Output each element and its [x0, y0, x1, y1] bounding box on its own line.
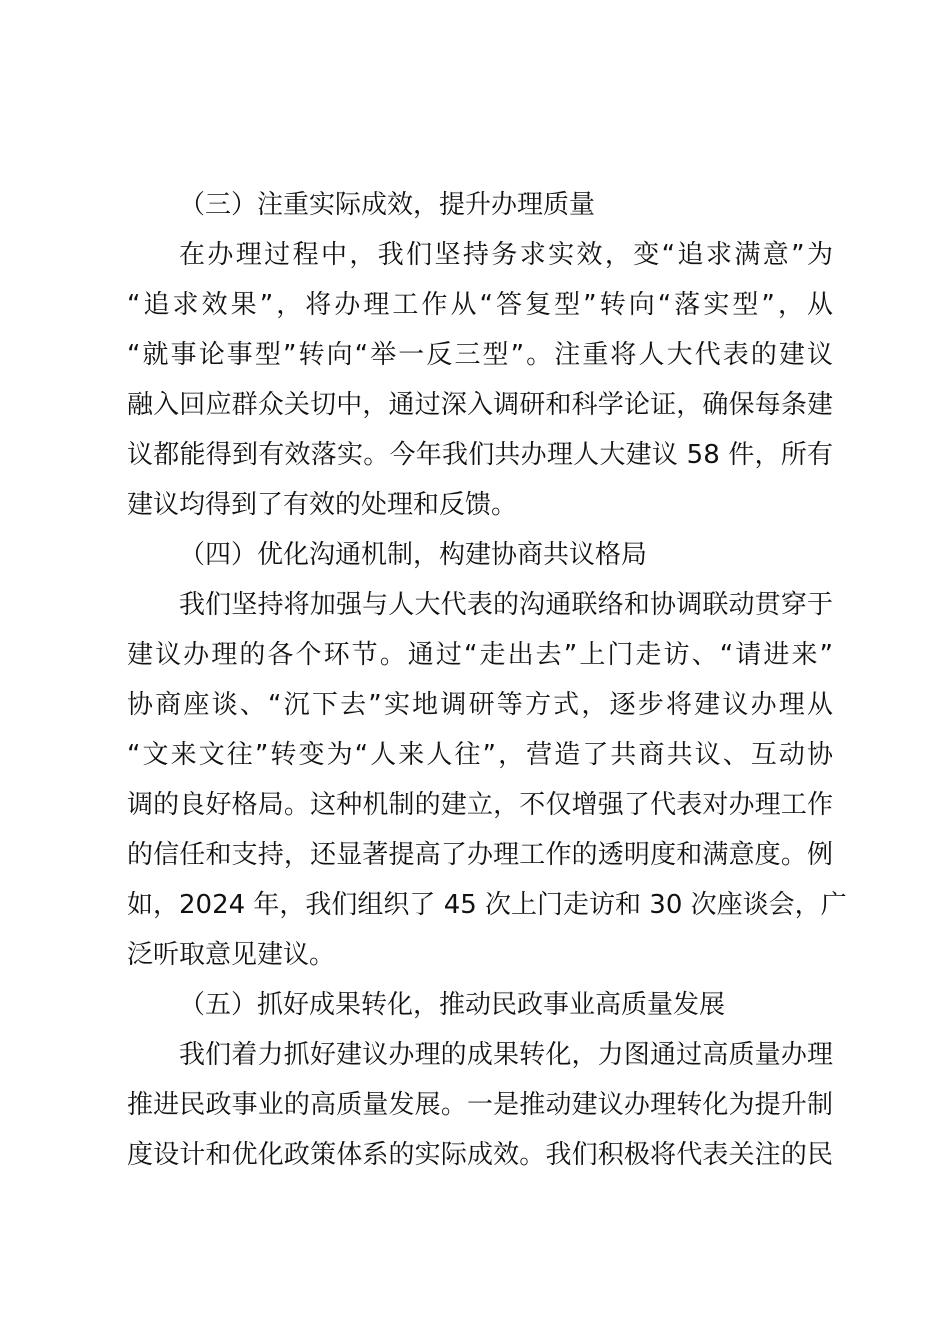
- section-heading-3: （三）注重实际成效，提升办理质量: [179, 190, 596, 220]
- paragraph-line: 在办理过程中，我们坚持务求实效，变“追求满意”为: [179, 240, 833, 270]
- section-heading-4: （四）优化沟通机制，构建协商共议格局: [179, 540, 648, 570]
- document-body: [127, 180, 847, 1180]
- paragraph-line: 议都能得到有效落实。今年我们共办理人大建议 58 件，所有: [127, 440, 833, 470]
- paragraph-line: 融入回应群众关切中，通过深入调研和科学论证，确保每条建: [127, 390, 833, 420]
- paragraph-line: 建议办理的各个环节。通过“走出去”上门走访、“请进来”: [127, 640, 833, 670]
- paragraph-line: 度设计和优化政策体系的实际成效。我们积极将代表关注的民: [127, 1140, 833, 1170]
- paragraph-line: 的信任和支持，还显著提高了办理工作的透明度和满意度。例: [127, 840, 833, 870]
- section-heading-5: （五）抓好成果转化，推动民政事业高质量发展: [179, 990, 726, 1020]
- paragraph-line: 我们着力抓好建议办理的成果转化，力图通过高质量办理: [179, 1040, 833, 1070]
- paragraph-line: 如，2024 年，我们组织了 45 次上门走访和 30 次座谈会，广: [127, 890, 847, 920]
- paragraph-line: “追求效果”，将办理工作从“答复型”转向“落实型”，从: [127, 290, 833, 320]
- paragraph-line: “就事论事型”转向“举一反三型”。注重将人大代表的建议: [127, 340, 833, 370]
- paragraph-line: 泛听取意见建议。: [127, 940, 336, 970]
- paragraph-line: 推进民政事业的高质量发展。一是推动建议办理转化为提升制: [127, 1090, 833, 1120]
- paragraph-line: “文来文往”转变为“人来人往”，营造了共商共议、互动协: [127, 740, 833, 770]
- paragraph-line: 调的良好格局。这种机制的建立，不仅增强了代表对办理工作: [127, 790, 833, 820]
- paragraph-line: 我们坚持将加强与人大代表的沟通联络和协调联动贯穿于: [179, 590, 833, 620]
- paragraph-line: 协商座谈、“沉下去”实地调研等方式，逐步将建议办理从: [127, 690, 833, 720]
- paragraph-line: 建议均得到了有效的处理和反馈。: [127, 490, 518, 520]
